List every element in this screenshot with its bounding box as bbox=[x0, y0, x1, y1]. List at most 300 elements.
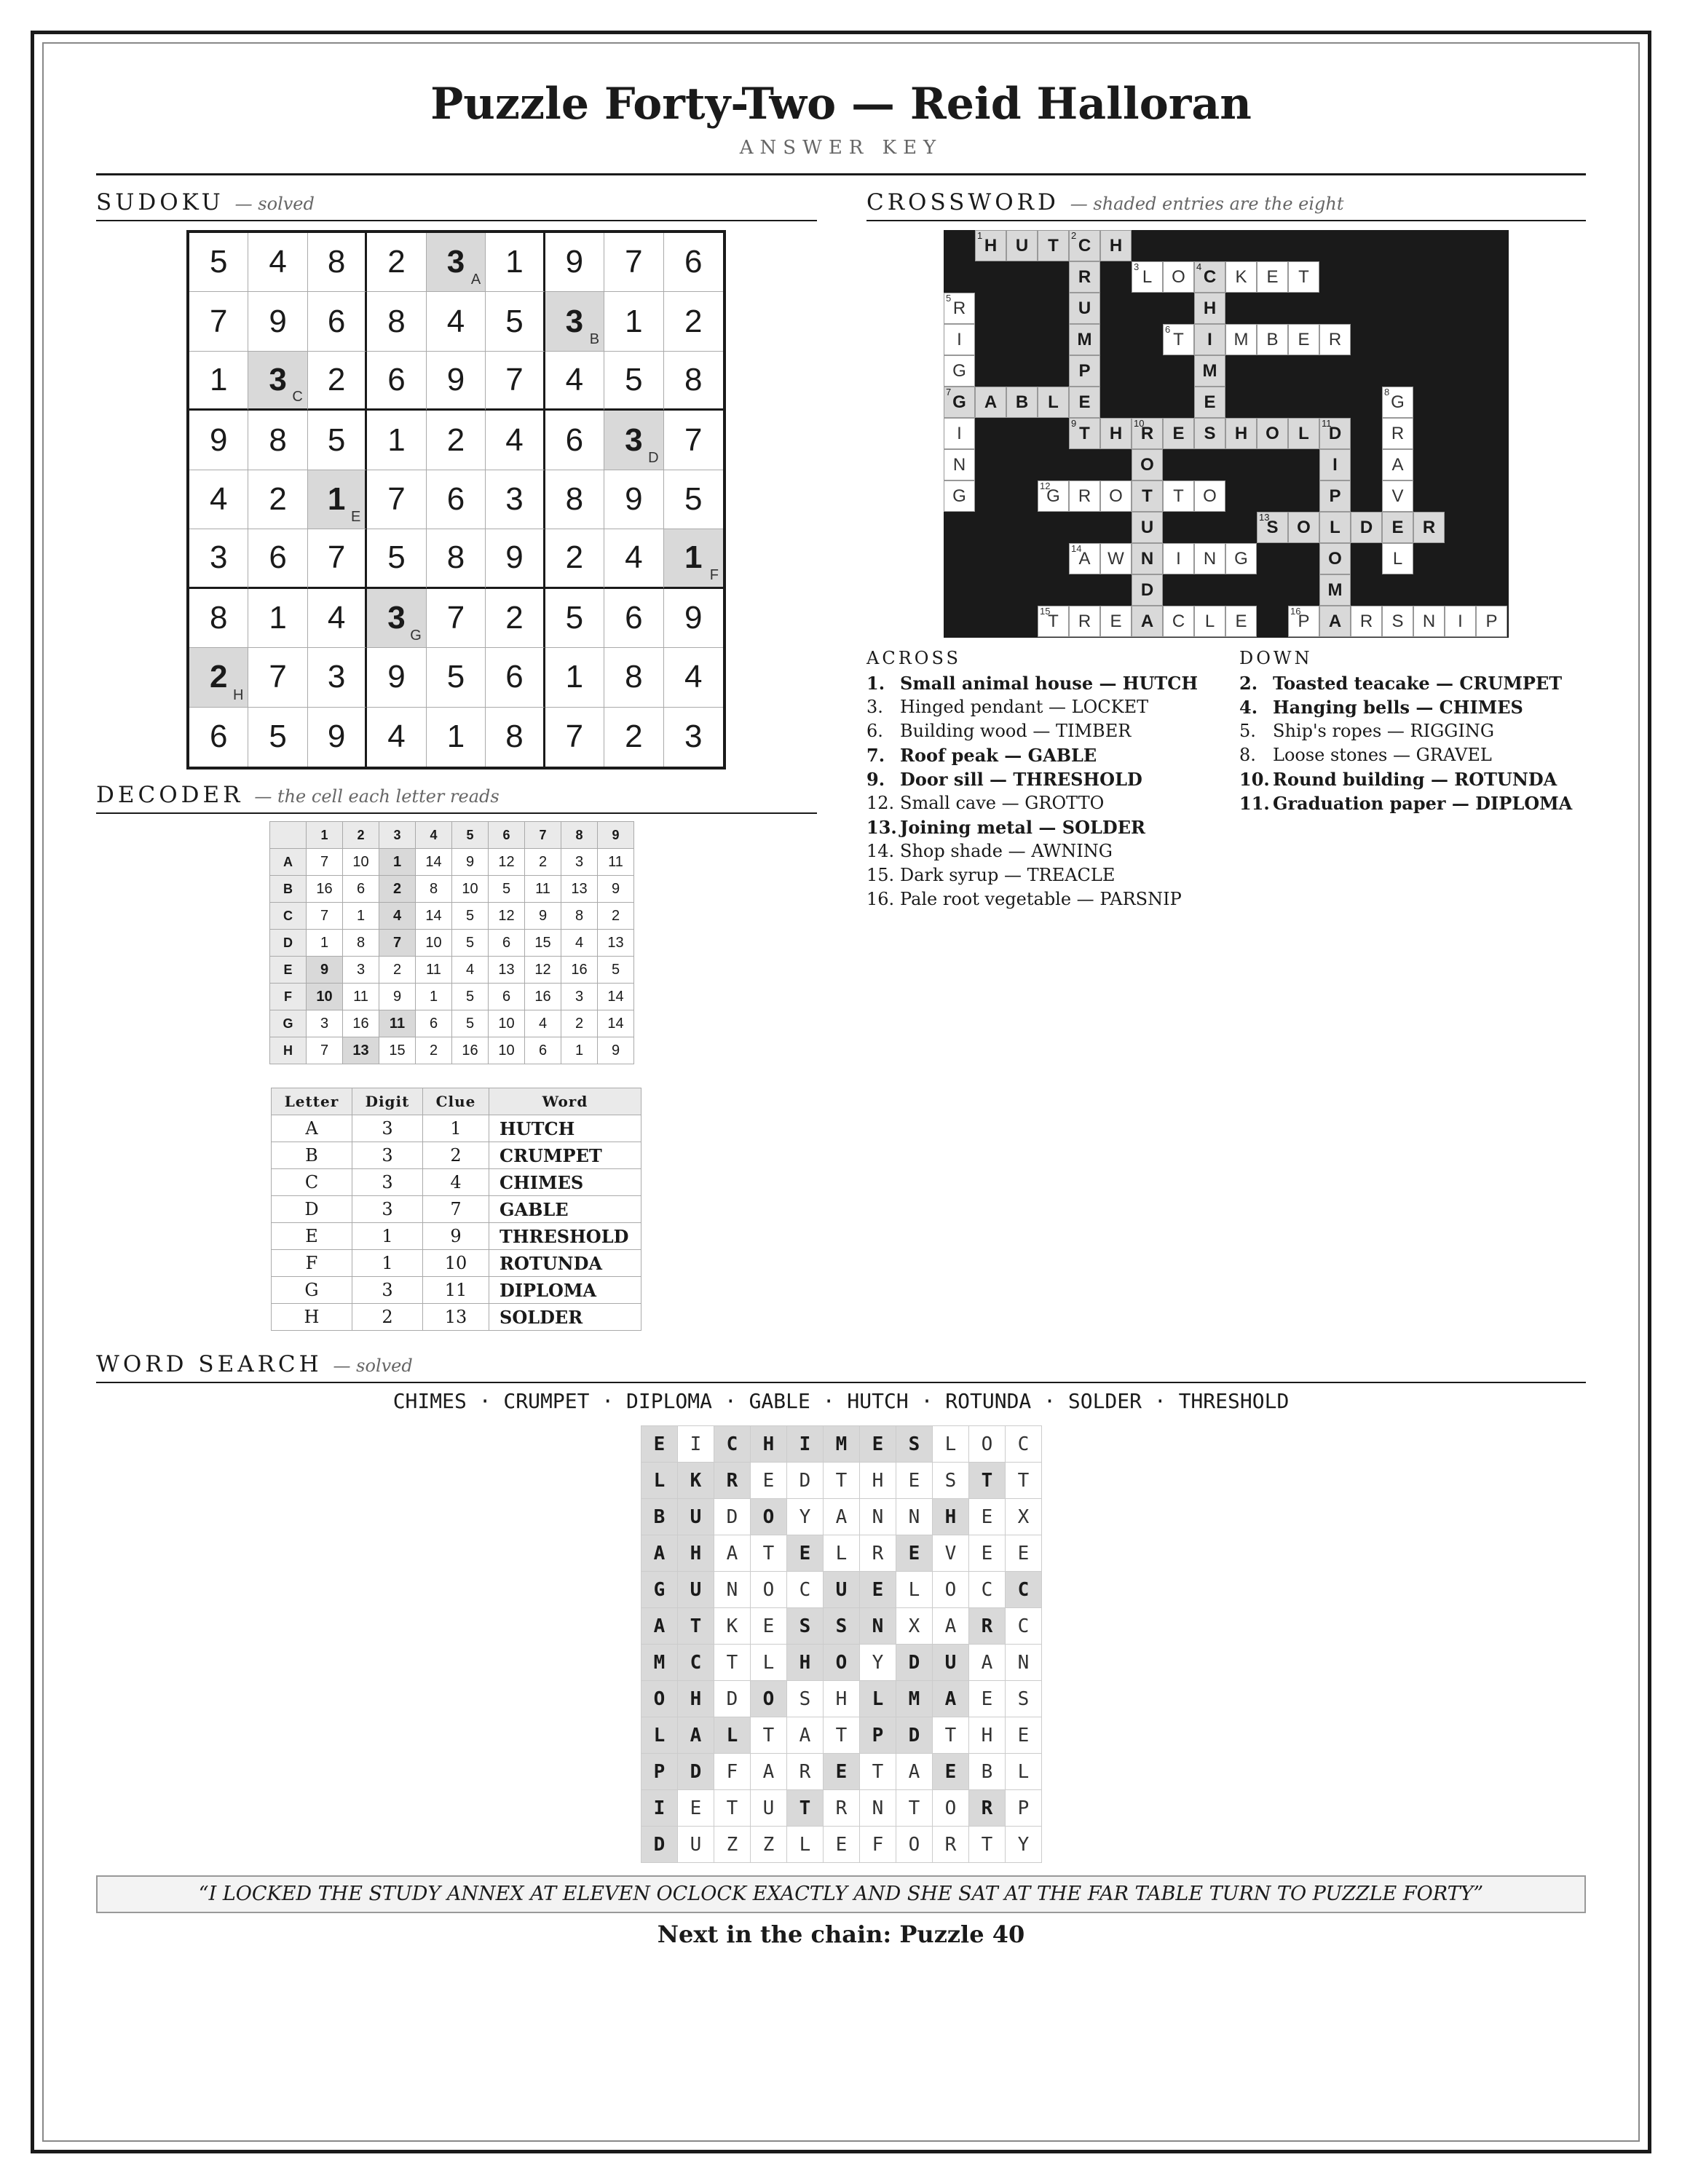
wordsearch-cell: T bbox=[860, 1754, 896, 1790]
crossword-letter: A bbox=[1391, 454, 1404, 475]
sudoku-digit: 8 bbox=[565, 480, 584, 517]
page-subtitle: ANSWER KEY bbox=[739, 137, 943, 159]
sudoku-cell bbox=[189, 529, 248, 588]
sudoku-digit: 5 bbox=[269, 719, 287, 755]
clue-across bbox=[866, 841, 1113, 861]
sudoku-digit: 1 bbox=[269, 599, 287, 636]
decoder-cell: 3 bbox=[561, 849, 598, 876]
sudoku-cell bbox=[427, 292, 486, 351]
crossword-letter: R bbox=[952, 298, 966, 318]
sudoku-cell bbox=[664, 233, 723, 292]
sudoku-cell bbox=[545, 589, 604, 648]
clue-number: 9. bbox=[866, 769, 885, 790]
crossword-cell bbox=[1069, 293, 1100, 324]
crossword-letter: P bbox=[1485, 611, 1498, 631]
key-cell: 1 bbox=[352, 1250, 423, 1277]
wordsearch-cell: R bbox=[714, 1463, 751, 1499]
sudoku-tag: A bbox=[470, 272, 481, 288]
decoder-cell: 13 bbox=[489, 957, 525, 984]
wordsearch-cell: A bbox=[714, 1535, 751, 1572]
wordsearch-cell: T bbox=[824, 1463, 860, 1499]
crossword-cell bbox=[944, 324, 975, 355]
crossword-letter: E bbox=[1266, 266, 1279, 287]
wordsearch-cell: C bbox=[714, 1426, 751, 1463]
clue-across bbox=[866, 793, 1104, 813]
sudoku-digit: 2 bbox=[387, 244, 406, 280]
crossword-letter: G bbox=[1046, 486, 1060, 506]
crossword-letter: I bbox=[1207, 329, 1212, 349]
decoder-cell: 6 bbox=[489, 930, 525, 957]
crossword-letter: A bbox=[1078, 548, 1091, 569]
decoder-col-header: 2 bbox=[343, 822, 379, 849]
wordsearch-cell: K bbox=[714, 1608, 751, 1645]
sudoku-digit: 3 bbox=[565, 303, 584, 339]
wordsearch-cell: R bbox=[969, 1608, 1006, 1645]
sudoku-cell bbox=[486, 411, 545, 470]
sudoku-digit: 4 bbox=[684, 659, 703, 695]
wordsearch-cell: P bbox=[860, 1717, 896, 1754]
wordsearch-cell: H bbox=[933, 1499, 969, 1535]
decoder-cell: 16 bbox=[452, 1037, 489, 1064]
sudoku-digit: 7 bbox=[387, 480, 406, 517]
sudoku-digit: 3 bbox=[625, 422, 643, 458]
sudoku-cell bbox=[367, 648, 426, 707]
crossword-letter: L bbox=[1142, 266, 1153, 287]
wordsearch-cell: H bbox=[969, 1717, 1006, 1754]
crossword-cell bbox=[975, 230, 1006, 261]
decoder-cell: 7 bbox=[379, 930, 416, 957]
wordsearch-cell: Z bbox=[751, 1827, 787, 1863]
key-row bbox=[272, 1196, 641, 1223]
clue-text: Round building — ROTUNDA bbox=[1273, 769, 1557, 790]
down-heading: DOWN bbox=[1239, 648, 1313, 668]
sudoku-cell bbox=[367, 352, 426, 411]
crossword-letter: D bbox=[1328, 423, 1342, 443]
key-header-row bbox=[272, 1088, 641, 1115]
crossword-cell bbox=[1382, 449, 1413, 480]
page-title: Puzzle Forty-Two — Reid Halloran bbox=[430, 79, 1252, 130]
crossword-cell bbox=[1038, 480, 1069, 512]
decoder-row-label: E bbox=[270, 957, 307, 984]
sudoku-digit: 5 bbox=[209, 244, 228, 280]
wordsearch-cell: K bbox=[678, 1463, 714, 1499]
wordsearch-cell: A bbox=[824, 1499, 860, 1535]
crossword-cell bbox=[1351, 606, 1382, 637]
decoder-grid bbox=[269, 821, 634, 1064]
crossword-cell bbox=[1445, 606, 1476, 637]
decoder-cell: 6 bbox=[525, 1037, 561, 1064]
sudoku-digit: 6 bbox=[327, 303, 346, 339]
crossword-cell bbox=[1163, 418, 1194, 449]
sudoku-digit: 3 bbox=[269, 362, 287, 398]
crossword-letter: I bbox=[957, 423, 962, 443]
crossword-cell bbox=[1132, 261, 1163, 293]
wordsearch-cell: T bbox=[714, 1790, 751, 1827]
crossword-cell bbox=[1069, 387, 1100, 418]
decoder-row-label: H bbox=[270, 1037, 307, 1064]
wordsearch-cell: D bbox=[896, 1717, 933, 1754]
sudoku-digit: 7 bbox=[209, 303, 228, 339]
decoder-cell: 12 bbox=[525, 957, 561, 984]
sudoku-digit: 1 bbox=[565, 659, 584, 695]
crossword-letter: L bbox=[1298, 423, 1309, 443]
crossword-grid bbox=[944, 230, 1509, 638]
clue-number: 6. bbox=[866, 721, 883, 741]
clue-text: Small animal house — HUTCH bbox=[900, 673, 1199, 694]
crossword-clue-number: 16 bbox=[1290, 606, 1301, 617]
crossword-cell bbox=[1132, 606, 1163, 637]
wordsearch-cell: X bbox=[896, 1608, 933, 1645]
sudoku-cell bbox=[367, 233, 426, 292]
wordsearch-cell: H bbox=[678, 1681, 714, 1717]
wordsearch-cell: A bbox=[787, 1717, 824, 1754]
crossword-clue-number: 7 bbox=[946, 387, 952, 397]
sudoku-cell bbox=[664, 292, 723, 351]
crossword-letter: U bbox=[1140, 517, 1154, 537]
crossword-clue-number: 3 bbox=[1134, 261, 1140, 272]
decoder-cell: 5 bbox=[452, 930, 489, 957]
crossword-rule bbox=[866, 220, 1586, 221]
crossword-letter: O bbox=[1203, 486, 1217, 506]
decoder-row-label: F bbox=[270, 984, 307, 1010]
wordsearch-cell: R bbox=[787, 1754, 824, 1790]
crossword-cell bbox=[1382, 606, 1413, 637]
decoder-cell: 10 bbox=[416, 930, 452, 957]
wordsearch-cell: E bbox=[896, 1463, 933, 1499]
wordsearch-cell: E bbox=[860, 1572, 896, 1608]
sudoku-digit: 1 bbox=[446, 719, 465, 755]
sudoku-cell bbox=[486, 529, 545, 588]
sudoku-digit: 8 bbox=[269, 422, 287, 458]
decoder-cell: 7 bbox=[307, 903, 343, 930]
crossword-letter: L bbox=[1048, 392, 1059, 412]
decoder-cell: 15 bbox=[379, 1037, 416, 1064]
clue-text: Graduation paper — DIPLOMA bbox=[1273, 793, 1573, 814]
crossword-letter: N bbox=[1140, 548, 1154, 569]
sudoku-cell bbox=[427, 233, 486, 292]
decoder-col-header: 5 bbox=[452, 822, 489, 849]
crossword-letter: O bbox=[1172, 266, 1185, 287]
decoder-row-label: D bbox=[270, 930, 307, 957]
sudoku-digit: 8 bbox=[446, 539, 465, 576]
sudoku-cell bbox=[486, 292, 545, 351]
wordsearch-cell: A bbox=[751, 1754, 787, 1790]
wordsearch-cell: D bbox=[896, 1645, 933, 1681]
key-cell: 4 bbox=[423, 1169, 489, 1196]
wordsearch-cell: A bbox=[933, 1608, 969, 1645]
decoder-row bbox=[270, 876, 634, 903]
sudoku-digit: 2 bbox=[327, 362, 346, 398]
crossword-letter: L bbox=[1204, 611, 1215, 631]
wordsearch-cell: C bbox=[787, 1572, 824, 1608]
key-cell: 3 bbox=[352, 1277, 423, 1304]
sudoku-cell bbox=[189, 411, 248, 470]
wordsearch-cell: E bbox=[860, 1426, 896, 1463]
sudoku-cell bbox=[308, 233, 367, 292]
sudoku-tag: D bbox=[648, 449, 659, 466]
sudoku-digit: 7 bbox=[625, 244, 643, 280]
crossword-cell bbox=[1194, 606, 1225, 637]
sudoku-cell bbox=[367, 708, 426, 767]
wordsearch-cell: R bbox=[933, 1827, 969, 1863]
clue-across bbox=[866, 769, 1142, 790]
sudoku-digit: 8 bbox=[387, 303, 406, 339]
sudoku-cell bbox=[189, 233, 248, 292]
crossword-clue-number: 9 bbox=[1071, 418, 1077, 429]
crossword-letter: S bbox=[1266, 517, 1279, 537]
crossword-cell bbox=[1069, 480, 1100, 512]
key-row bbox=[272, 1142, 641, 1169]
sudoku-cell bbox=[604, 648, 663, 707]
wordsearch-cell: M bbox=[641, 1645, 678, 1681]
sudoku-cell bbox=[545, 352, 604, 411]
decoder-cell: 10 bbox=[489, 1037, 525, 1064]
wordsearch-cell: T bbox=[824, 1717, 860, 1754]
sudoku-digit: 4 bbox=[565, 362, 584, 398]
wordsearch-cell: L bbox=[896, 1572, 933, 1608]
clue-across bbox=[866, 721, 1131, 741]
crossword-cell bbox=[1319, 324, 1351, 355]
sudoku-cell bbox=[427, 352, 486, 411]
sudoku-cell bbox=[427, 529, 486, 588]
sudoku-digit: 1 bbox=[625, 303, 643, 339]
decoder-cell: 9 bbox=[598, 876, 634, 903]
clue-across bbox=[866, 889, 1182, 909]
sudoku-cell bbox=[189, 589, 248, 648]
sudoku-digit: 6 bbox=[209, 719, 228, 755]
wordsearch-cell: T bbox=[969, 1827, 1006, 1863]
sudoku-digit: 2 bbox=[684, 303, 703, 339]
key-row bbox=[272, 1169, 641, 1196]
crossword-letter: H bbox=[1109, 423, 1123, 443]
decoder-cell: 8 bbox=[343, 930, 379, 957]
key-cell: 2 bbox=[352, 1304, 423, 1331]
sudoku-cell bbox=[545, 292, 604, 351]
sudoku-cell bbox=[248, 411, 307, 470]
crossword-letter: T bbox=[1142, 486, 1153, 506]
sudoku-digit: 8 bbox=[505, 719, 524, 755]
sudoku-cell bbox=[545, 708, 604, 767]
crossword-cell bbox=[1288, 261, 1319, 293]
crossword-clue-number: 12 bbox=[1040, 480, 1051, 491]
clue-down bbox=[1239, 793, 1572, 814]
key-cell: SOLDER bbox=[489, 1304, 641, 1331]
decoder-cell: 8 bbox=[416, 876, 452, 903]
decoder-cell: 16 bbox=[307, 876, 343, 903]
wordsearch-cell: T bbox=[787, 1790, 824, 1827]
clue-down bbox=[1239, 697, 1523, 718]
wordsearch-cell: T bbox=[1006, 1463, 1042, 1499]
sudoku-digit: 6 bbox=[625, 599, 643, 636]
sudoku-digit: 3 bbox=[209, 539, 228, 576]
sudoku-digit: 5 bbox=[387, 539, 406, 576]
crossword-cell bbox=[1132, 449, 1163, 480]
wordsearch-cell: C bbox=[1006, 1608, 1042, 1645]
crossword-cell bbox=[1038, 387, 1069, 418]
crossword-letter: C bbox=[1078, 235, 1091, 256]
sudoku-digit: 2 bbox=[209, 659, 228, 695]
crossword-cell bbox=[1194, 355, 1225, 387]
crossword-letter: C bbox=[1203, 266, 1217, 287]
sudoku-tag: F bbox=[709, 566, 719, 583]
decoder-cell: 6 bbox=[416, 1010, 452, 1037]
sudoku-digit: 7 bbox=[565, 719, 584, 755]
wordsearch-cell: E bbox=[969, 1681, 1006, 1717]
crossword-cell bbox=[1132, 543, 1163, 574]
crossword-cell bbox=[1163, 261, 1194, 293]
decoder-note: — the cell each letter reads bbox=[254, 786, 500, 807]
decoder-col-header: 9 bbox=[598, 822, 634, 849]
decoder-row bbox=[270, 849, 634, 876]
decoder-cell: 2 bbox=[561, 1010, 598, 1037]
crossword-cell bbox=[1257, 324, 1288, 355]
crossword-letter: N bbox=[952, 454, 966, 475]
sudoku-cell bbox=[189, 708, 248, 767]
crossword-clue-number: 6 bbox=[1165, 324, 1171, 335]
sudoku-digit: 5 bbox=[505, 303, 524, 339]
sudoku-digit: 1 bbox=[684, 539, 703, 576]
wordsearch-cell: O bbox=[751, 1499, 787, 1535]
sudoku-cell bbox=[367, 411, 426, 470]
wordsearch-cell: L bbox=[787, 1827, 824, 1863]
crossword-clue-number: 1 bbox=[977, 230, 983, 241]
wordsearch-cell: U bbox=[824, 1572, 860, 1608]
clue-number: 1. bbox=[866, 673, 885, 694]
decoder-col-header: 6 bbox=[489, 822, 525, 849]
sudoku-cell bbox=[248, 648, 307, 707]
sudoku-digit: 9 bbox=[625, 480, 643, 517]
key-cell: THRESHOLD bbox=[489, 1223, 641, 1250]
crossword-cell bbox=[1100, 230, 1132, 261]
wordsearch-cell: E bbox=[641, 1426, 678, 1463]
clue-down bbox=[1239, 769, 1557, 790]
wordsearch-cell: E bbox=[969, 1535, 1006, 1572]
key-cell: A bbox=[272, 1115, 352, 1142]
decoder-cell: 7 bbox=[307, 1037, 343, 1064]
sudoku-cell bbox=[248, 589, 307, 648]
sudoku-cell bbox=[545, 648, 604, 707]
crossword-cell bbox=[1319, 606, 1351, 637]
wordsearch-cell: U bbox=[751, 1790, 787, 1827]
sudoku-cell bbox=[189, 648, 248, 707]
clue-across bbox=[866, 865, 1115, 885]
crossword-letter: L bbox=[1392, 548, 1403, 569]
crossword-letter: E bbox=[1298, 329, 1310, 349]
crossword-cell bbox=[1257, 418, 1288, 449]
sudoku-digit: 4 bbox=[387, 719, 406, 755]
crossword-letter: M bbox=[1327, 579, 1343, 600]
crossword-cell bbox=[1038, 606, 1069, 637]
sudoku-digit: 9 bbox=[327, 719, 346, 755]
crossword-cell bbox=[1194, 261, 1225, 293]
wordsearch-cell: U bbox=[933, 1645, 969, 1681]
wordsearch-cell: E bbox=[678, 1790, 714, 1827]
crossword-letter: O bbox=[1328, 548, 1342, 569]
decoder-row bbox=[270, 930, 634, 957]
crossword-letter: C bbox=[1172, 611, 1185, 631]
decoder-cell: 1 bbox=[307, 930, 343, 957]
crossword-letter: H bbox=[1203, 298, 1217, 318]
clue-text: Roof peak — GABLE bbox=[900, 745, 1097, 766]
wordsearch-cell: N bbox=[860, 1608, 896, 1645]
crossword-letter: N bbox=[1203, 548, 1217, 569]
crossword-cell bbox=[1069, 543, 1100, 574]
sudoku-digit: 4 bbox=[269, 244, 287, 280]
sudoku-digit: 5 bbox=[565, 599, 584, 636]
sudoku-digit: 5 bbox=[327, 422, 346, 458]
wordsearch-cell: H bbox=[751, 1426, 787, 1463]
sudoku-cell bbox=[486, 352, 545, 411]
decoder-row-label: G bbox=[270, 1010, 307, 1037]
crossword-cell bbox=[1163, 543, 1194, 574]
crossword-cell bbox=[1382, 418, 1413, 449]
crossword-cell bbox=[1100, 480, 1132, 512]
wordsearch-cell: O bbox=[896, 1827, 933, 1863]
wordsearch-cell: G bbox=[641, 1572, 678, 1608]
clue-text: Shop shade — AWNING bbox=[900, 841, 1113, 861]
crossword-cell bbox=[1132, 418, 1163, 449]
sudoku-cell bbox=[486, 589, 545, 648]
crossword-cell bbox=[1132, 574, 1163, 606]
key-header: Clue bbox=[423, 1088, 489, 1115]
crossword-cell bbox=[1069, 606, 1100, 637]
crossword-cell bbox=[1476, 606, 1507, 637]
wordsearch-cell: L bbox=[714, 1717, 751, 1754]
crossword-letter: W bbox=[1107, 548, 1124, 569]
sudoku-grid bbox=[186, 230, 726, 769]
clue-text: Door sill — THRESHOLD bbox=[900, 769, 1142, 790]
crossword-cell bbox=[1069, 230, 1100, 261]
wordsearch-cell: M bbox=[824, 1426, 860, 1463]
crossword-clue-number: 13 bbox=[1259, 512, 1270, 523]
sudoku-digit: 9 bbox=[387, 659, 406, 695]
clue-number: 4. bbox=[1239, 697, 1258, 718]
wordsearch-cell: Y bbox=[860, 1645, 896, 1681]
clue-text: Toasted teacake — CRUMPET bbox=[1273, 673, 1563, 694]
sudoku-cell bbox=[545, 470, 604, 529]
decoder-cell: 1 bbox=[343, 903, 379, 930]
wordsearch-cell: E bbox=[787, 1535, 824, 1572]
sudoku-cell bbox=[604, 708, 663, 767]
sudoku-digit: 4 bbox=[625, 539, 643, 576]
sudoku-digit: 7 bbox=[327, 539, 346, 576]
wordsearch-cell: B bbox=[641, 1499, 678, 1535]
decoder-cell: 12 bbox=[489, 849, 525, 876]
decoder-cell: 14 bbox=[598, 984, 634, 1010]
wordsearch-cell: C bbox=[678, 1645, 714, 1681]
crossword-letter: H bbox=[1234, 423, 1248, 443]
crossword-letter: A bbox=[984, 392, 998, 412]
crossword-letter: G bbox=[1391, 392, 1405, 412]
sudoku-digit: 8 bbox=[209, 599, 228, 636]
wordsearch-cell: E bbox=[824, 1827, 860, 1863]
wordsearch-cell: T bbox=[714, 1645, 751, 1681]
wordsearch-cell: U bbox=[678, 1499, 714, 1535]
wordsearch-cell: I bbox=[678, 1426, 714, 1463]
wordsearch-cell: R bbox=[969, 1790, 1006, 1827]
clue-text: Ship's ropes — RIGGING bbox=[1273, 721, 1495, 741]
crossword-cell bbox=[1288, 512, 1319, 543]
crossword-note: — shaded entries are the eight bbox=[1070, 194, 1344, 214]
crossword-cell bbox=[944, 449, 975, 480]
sudoku-cell bbox=[248, 292, 307, 351]
decoder-row bbox=[270, 903, 634, 930]
wordsearch-cell: S bbox=[787, 1608, 824, 1645]
decoder-cell: 14 bbox=[416, 849, 452, 876]
decoder-row bbox=[270, 984, 634, 1010]
wordsearch-cell: M bbox=[896, 1681, 933, 1717]
wordsearch-cell: E bbox=[751, 1463, 787, 1499]
